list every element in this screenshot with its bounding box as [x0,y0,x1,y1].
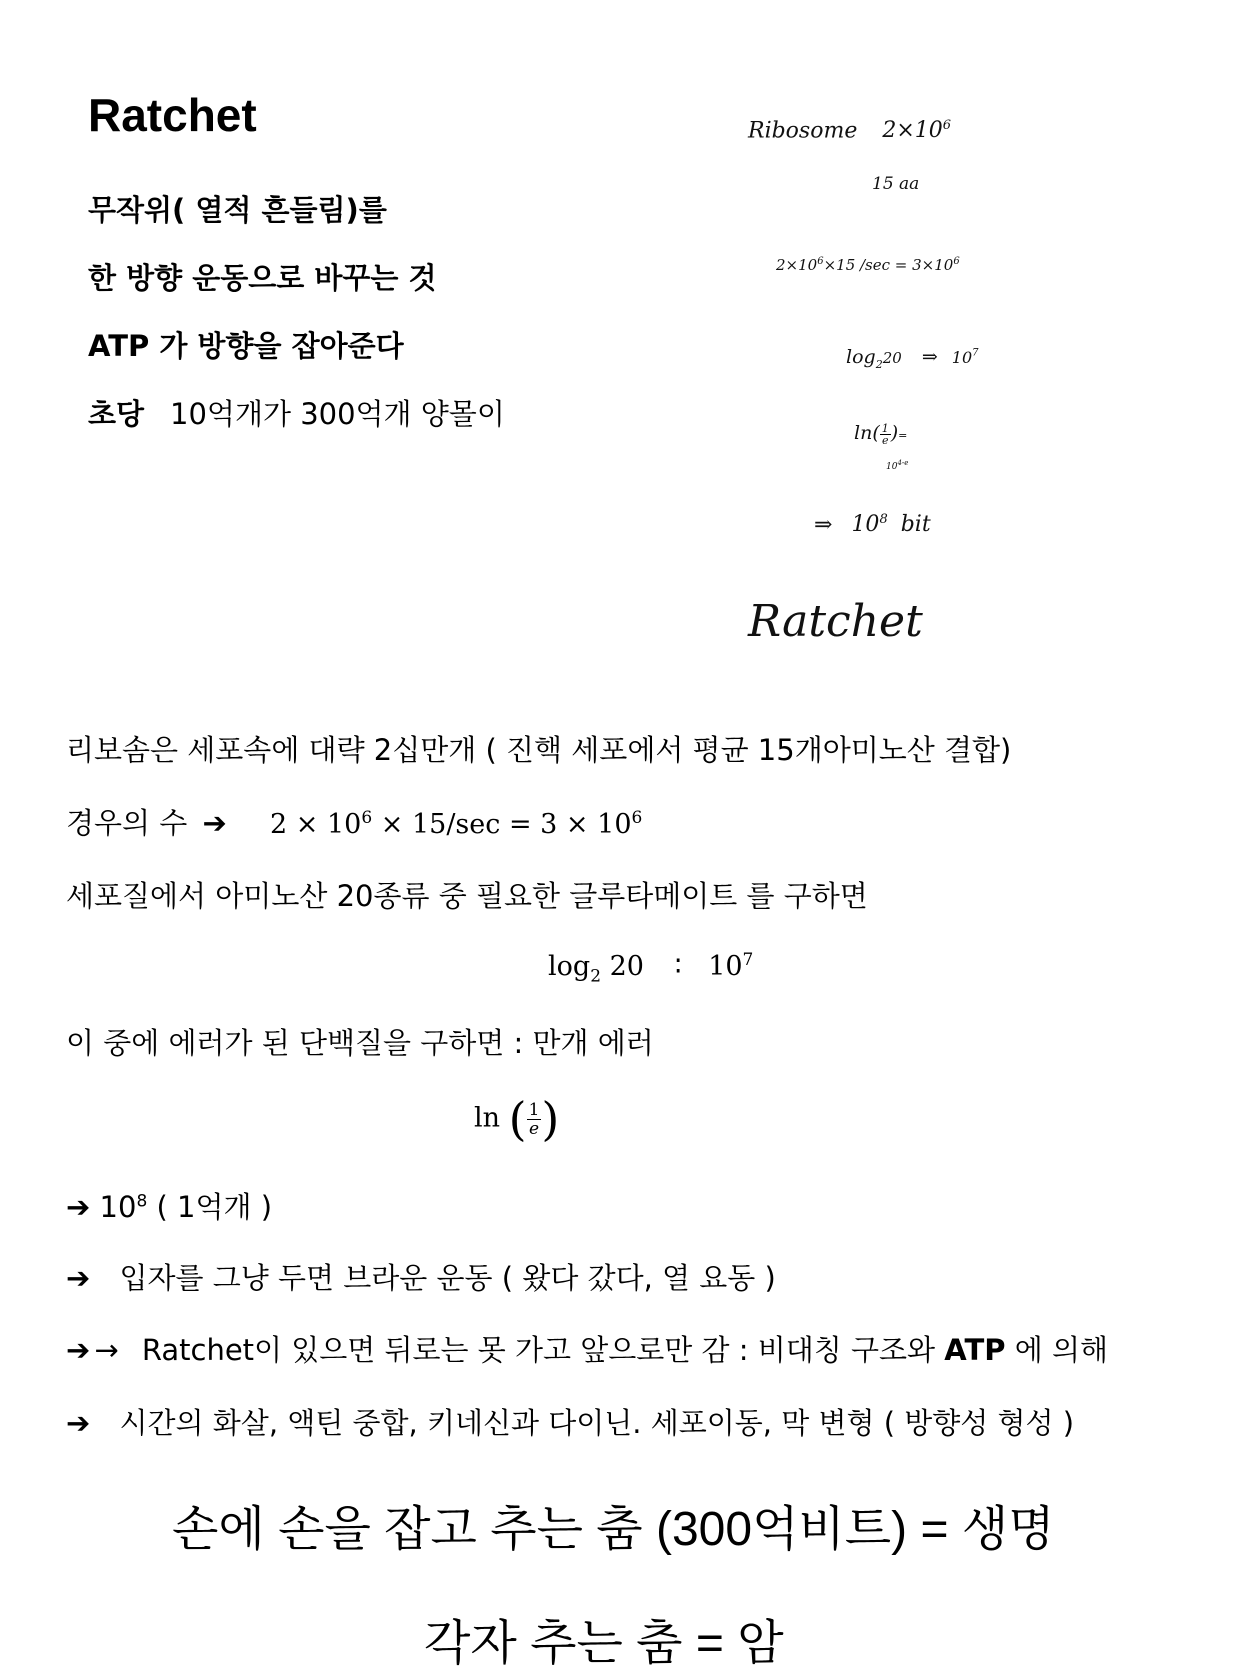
per-second-line [88,392,505,433]
cytoplasm-line: 세포질에서 아미노산 20종류 중 필요한 글루타메이트 를 구하면 [66,879,868,913]
ribosome-line: 리보솜은 세포속에 대략 2십만개 ( 진핵 세포에서 평균 15개아미노산 결합) [66,733,1012,767]
hw-ln-den: e [881,433,889,447]
log-math-sub: 2 [590,966,602,987]
hw-log [846,346,979,371]
hw-log-res-exp: 7 [972,347,979,359]
hw-log-arrow: ⇒ [921,346,938,368]
cases-math-b: × 15/sec = 3 × 10 [372,809,632,840]
hw-bit-unit: bit [900,512,931,538]
definition-line-1: 무작위( 열적 흔들림)를 [88,193,387,227]
ratchet-line [66,1328,1108,1369]
arrow-icon: ➔ [66,1333,91,1367]
thin-arrow-icon: → [94,1333,119,1367]
page-title: Ratchet [88,89,257,141]
hw-calc-rest: ×15 /sec = 3×10 [823,256,954,274]
hw-ln-eq: = [898,429,908,442]
conclusion-cancer: 각자 추는 춤 = 암 [424,1617,784,1670]
hw-ln: ln( $\frac{1}{e}$ )= [854,421,908,447]
hw-ln-below [886,459,908,472]
cases-exp1: 6 [361,808,373,828]
cases-math [270,809,642,840]
hw-bit-base: 10 [851,512,880,538]
log-math: log [548,951,591,982]
definition-line-2: 한 방향 운동으로 바꾸는 것 [88,261,437,295]
hw-ratchet: Ratchet [748,596,923,647]
time-line [66,1401,1074,1442]
ten-eight-rest: ( 1억개 ) [147,1190,273,1224]
ln-formula: ln ( $\frac{1}{e}$ ) [474,1092,560,1146]
conclusion-life: 손에 손을 잡고 추는 춤 (300억비트) = 생명 [172,1503,1055,1556]
ln-math: ln [474,1102,501,1134]
hw-log-text: log [846,346,876,368]
ten-eight-base: 10 [99,1190,137,1224]
definition-line-3: ATP 가 방향을 잡아준다 [88,329,404,363]
hw-ln-below-exp: 4-e [897,459,909,467]
hw-log-arg: 20 [882,349,902,367]
cases-math-a: 2 × 10 [270,809,362,840]
hw-calc [776,256,960,274]
ten-eight-exp: 8 [136,1191,148,1212]
hw-ribosome [748,118,951,143]
hw-calc-rhs-exp: 6 [953,256,960,267]
hw-bit [814,512,931,537]
time-text: 시간의 화살, 액틴 중합, 키네신과 다이닌. 세포이동, 막 변형 ( 방향성 형성 ) [119,1406,1075,1440]
ratchet-text-atp: ATP [944,1333,1006,1367]
log-formula [548,950,753,986]
hw-ribosome-count: 2×10 [882,118,943,144]
ratchet-text-a: Ratchet이 있으면 뒤로는 못 가고 앞으로만 감 : 비대칭 구조와 [141,1333,945,1367]
arrow-icon: ➔ [66,1261,91,1295]
ten-eight-line [66,1185,272,1226]
ln-math-den: e [528,1118,540,1139]
hw-log-sub: 2 [875,357,883,371]
hw-aa: 15 aa [872,174,920,194]
cases-label: 경우의 수 [66,806,188,840]
log-math-colon: ∶ [674,951,682,982]
hw-ribosome-label: Ribosome [748,118,858,144]
hw-log-res: 10 [951,348,973,367]
cases-exp2: 6 [631,808,643,828]
cases-line [66,801,642,842]
hw-ribosome-exp: 6 [942,118,952,133]
cases-arrow-icon: ➔ [202,806,227,840]
hw-calc-lhs: 2×10 [776,256,818,274]
error-line: 이 중에 에러가 된 단백질을 구하면 : 만개 에러 [66,1026,654,1060]
per-second-text: 10억개가 300억개 양몰이 [170,397,505,431]
log-math-arg: 20 [601,951,644,982]
ratchet-text-b: 에 의해 [1005,1333,1109,1367]
hw-ln-text: ln [854,422,873,444]
brownian-text: 입자를 그냥 두면 브라운 운동 ( 왔다 갔다, 열 요동 ) [119,1261,776,1295]
arrow-icon: ➔ [66,1190,91,1224]
per-second-label: 초당 [88,397,145,431]
log-math-exp: 7 [742,950,754,970]
hw-calc-lhs-exp: 6 [817,256,824,267]
log-math-res: 10 [708,951,743,982]
hw-bit-exp: 8 [879,512,888,527]
ln-math-num: 1 [528,1099,540,1120]
arrow-icon: ➔ [66,1406,91,1440]
hw-bit-arrow: ⇒ [814,512,833,538]
hw-ln-below-base: 10 [886,462,898,472]
hw-ln-num: 1 [881,421,889,435]
brownian-line [66,1256,776,1297]
